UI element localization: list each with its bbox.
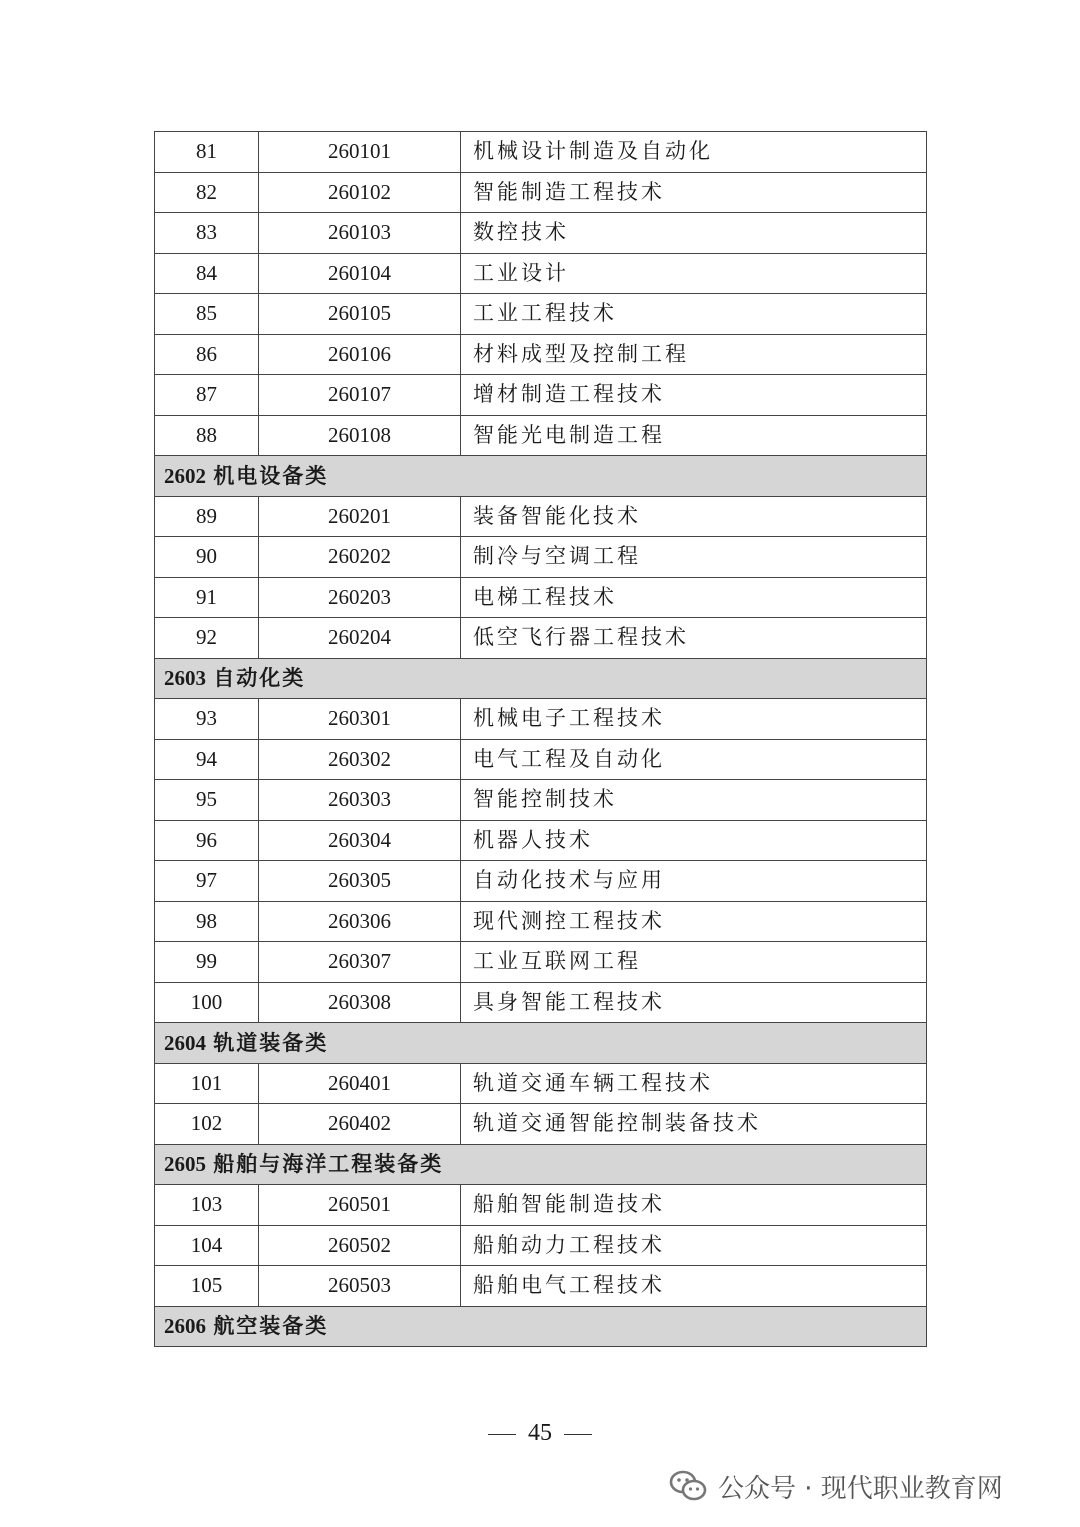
serial-number-cell: 85	[155, 294, 259, 335]
major-code-cell: 260402	[259, 1104, 461, 1145]
category-cell	[155, 1023, 927, 1064]
major-code-cell: 260305	[259, 861, 461, 902]
major-name-cell: 数控技术	[461, 213, 927, 254]
major-code-cell: 260502	[259, 1225, 461, 1266]
major-name-cell: 机械电子工程技术	[461, 699, 927, 740]
serial-number-cell: 91	[155, 577, 259, 618]
major-code-cell: 260104	[259, 253, 461, 294]
serial-number-cell: 81	[155, 132, 259, 173]
table-row	[155, 334, 927, 375]
major-code-cell: 260306	[259, 901, 461, 942]
major-code-cell: 260204	[259, 618, 461, 659]
serial-number-cell: 94	[155, 739, 259, 780]
serial-number-cell: 104	[155, 1225, 259, 1266]
category-cell	[155, 1144, 927, 1185]
major-code-cell: 260308	[259, 982, 461, 1023]
serial-number-cell: 101	[155, 1063, 259, 1104]
table-row	[155, 1266, 927, 1307]
table-row	[155, 375, 927, 416]
major-code-cell: 260401	[259, 1063, 461, 1104]
major-name-cell: 装备智能化技术	[461, 496, 927, 537]
table-row	[155, 739, 927, 780]
major-name-cell: 自动化技术与应用	[461, 861, 927, 902]
major-code-cell: 260202	[259, 537, 461, 578]
major-code-cell: 260203	[259, 577, 461, 618]
category-name: 自动化类	[213, 665, 306, 691]
serial-number-cell: 97	[155, 861, 259, 902]
category-row	[155, 456, 927, 497]
table-row	[155, 1104, 927, 1145]
table-row	[155, 1185, 927, 1226]
page-footer	[0, 1420, 1080, 1447]
wechat-icon	[668, 1468, 708, 1504]
major-code-cell: 260303	[259, 780, 461, 821]
table-row	[155, 699, 927, 740]
category-code: 2603	[164, 666, 206, 691]
category-code: 2604	[164, 1030, 206, 1055]
major-code-cell: 260302	[259, 739, 461, 780]
table-row	[155, 861, 927, 902]
serial-number-cell: 84	[155, 253, 259, 294]
category-name: 船舶与海洋工程装备类	[213, 1151, 444, 1177]
major-code-cell: 260501	[259, 1185, 461, 1226]
major-name-cell: 增材制造工程技术	[461, 375, 927, 416]
serial-number-cell: 87	[155, 375, 259, 416]
major-name-cell: 低空飞行器工程技术	[461, 618, 927, 659]
major-code-cell: 260107	[259, 375, 461, 416]
category-cell	[155, 1306, 927, 1347]
major-name-cell: 轨道交通车辆工程技术	[461, 1063, 927, 1104]
major-catalog-table	[154, 131, 927, 1347]
major-name-cell: 工业设计	[461, 253, 927, 294]
serial-number-cell: 98	[155, 901, 259, 942]
table-row	[155, 982, 927, 1023]
category-row	[155, 1023, 927, 1064]
category-row	[155, 1144, 927, 1185]
serial-number-cell: 99	[155, 942, 259, 983]
category-row	[155, 658, 927, 699]
major-name-cell: 电气工程及自动化	[461, 739, 927, 780]
dash-right	[564, 1434, 592, 1435]
major-name-cell: 智能制造工程技术	[461, 172, 927, 213]
category-cell	[155, 456, 927, 497]
table-row	[155, 294, 927, 335]
serial-number-cell: 90	[155, 537, 259, 578]
major-name-cell: 具身智能工程技术	[461, 982, 927, 1023]
serial-number-cell: 105	[155, 1266, 259, 1307]
table-row	[155, 1063, 927, 1104]
category-cell	[155, 658, 927, 699]
major-name-cell: 电梯工程技术	[461, 577, 927, 618]
table-row	[155, 172, 927, 213]
major-name-cell: 智能光电制造工程	[461, 415, 927, 456]
major-code-cell: 260106	[259, 334, 461, 375]
category-code: 2606	[164, 1314, 206, 1339]
major-code-cell: 260201	[259, 496, 461, 537]
major-code-cell: 260108	[259, 415, 461, 456]
serial-number-cell: 102	[155, 1104, 259, 1145]
table-row	[155, 577, 927, 618]
category-code: 2602	[164, 463, 206, 488]
table-body	[155, 132, 927, 1347]
table-row	[155, 780, 927, 821]
category-code: 2605	[164, 1152, 206, 1177]
watermark-text: 公众号 · 现代职业教育网	[718, 1473, 1003, 1504]
table-row	[155, 942, 927, 983]
serial-number-cell: 88	[155, 415, 259, 456]
major-name-cell: 船舶动力工程技术	[461, 1225, 927, 1266]
major-code-cell: 260301	[259, 699, 461, 740]
major-name-cell: 现代测控工程技术	[461, 901, 927, 942]
serial-number-cell: 92	[155, 618, 259, 659]
major-code-cell: 260304	[259, 820, 461, 861]
major-name-cell: 工业互联网工程	[461, 942, 927, 983]
table-row	[155, 1225, 927, 1266]
category-row	[155, 1306, 927, 1347]
serial-number-cell: 103	[155, 1185, 259, 1226]
major-code-cell: 260103	[259, 213, 461, 254]
major-name-cell: 智能控制技术	[461, 780, 927, 821]
table-row	[155, 415, 927, 456]
major-name-cell: 制冷与空调工程	[461, 537, 927, 578]
serial-number-cell: 83	[155, 213, 259, 254]
major-code-cell: 260102	[259, 172, 461, 213]
major-name-cell: 材料成型及控制工程	[461, 334, 927, 375]
major-code-cell: 260307	[259, 942, 461, 983]
table-row	[155, 618, 927, 659]
serial-number-cell: 100	[155, 982, 259, 1023]
major-name-cell: 机械设计制造及自动化	[461, 132, 927, 173]
serial-number-cell: 82	[155, 172, 259, 213]
table-row	[155, 132, 927, 173]
category-name: 航空装备类	[213, 1313, 329, 1339]
category-name: 轨道装备类	[213, 1029, 329, 1055]
category-name: 机电设备类	[213, 462, 329, 488]
table-row	[155, 496, 927, 537]
table-row	[155, 820, 927, 861]
major-name-cell: 机器人技术	[461, 820, 927, 861]
serial-number-cell: 95	[155, 780, 259, 821]
watermark	[668, 1466, 1003, 1506]
serial-number-cell: 96	[155, 820, 259, 861]
major-code-cell: 260101	[259, 132, 461, 173]
major-code-cell: 260105	[259, 294, 461, 335]
major-name-cell: 工业工程技术	[461, 294, 927, 335]
table-row	[155, 537, 927, 578]
serial-number-cell: 86	[155, 334, 259, 375]
table-row	[155, 213, 927, 254]
dash-left	[488, 1434, 516, 1435]
table-row	[155, 901, 927, 942]
serial-number-cell: 93	[155, 699, 259, 740]
major-code-cell: 260503	[259, 1266, 461, 1307]
major-name-cell: 轨道交通智能控制装备技术	[461, 1104, 927, 1145]
table-row	[155, 253, 927, 294]
major-name-cell: 船舶电气工程技术	[461, 1266, 927, 1307]
major-name-cell: 船舶智能制造技术	[461, 1185, 927, 1226]
serial-number-cell: 89	[155, 496, 259, 537]
page-number: 45	[528, 1420, 552, 1446]
